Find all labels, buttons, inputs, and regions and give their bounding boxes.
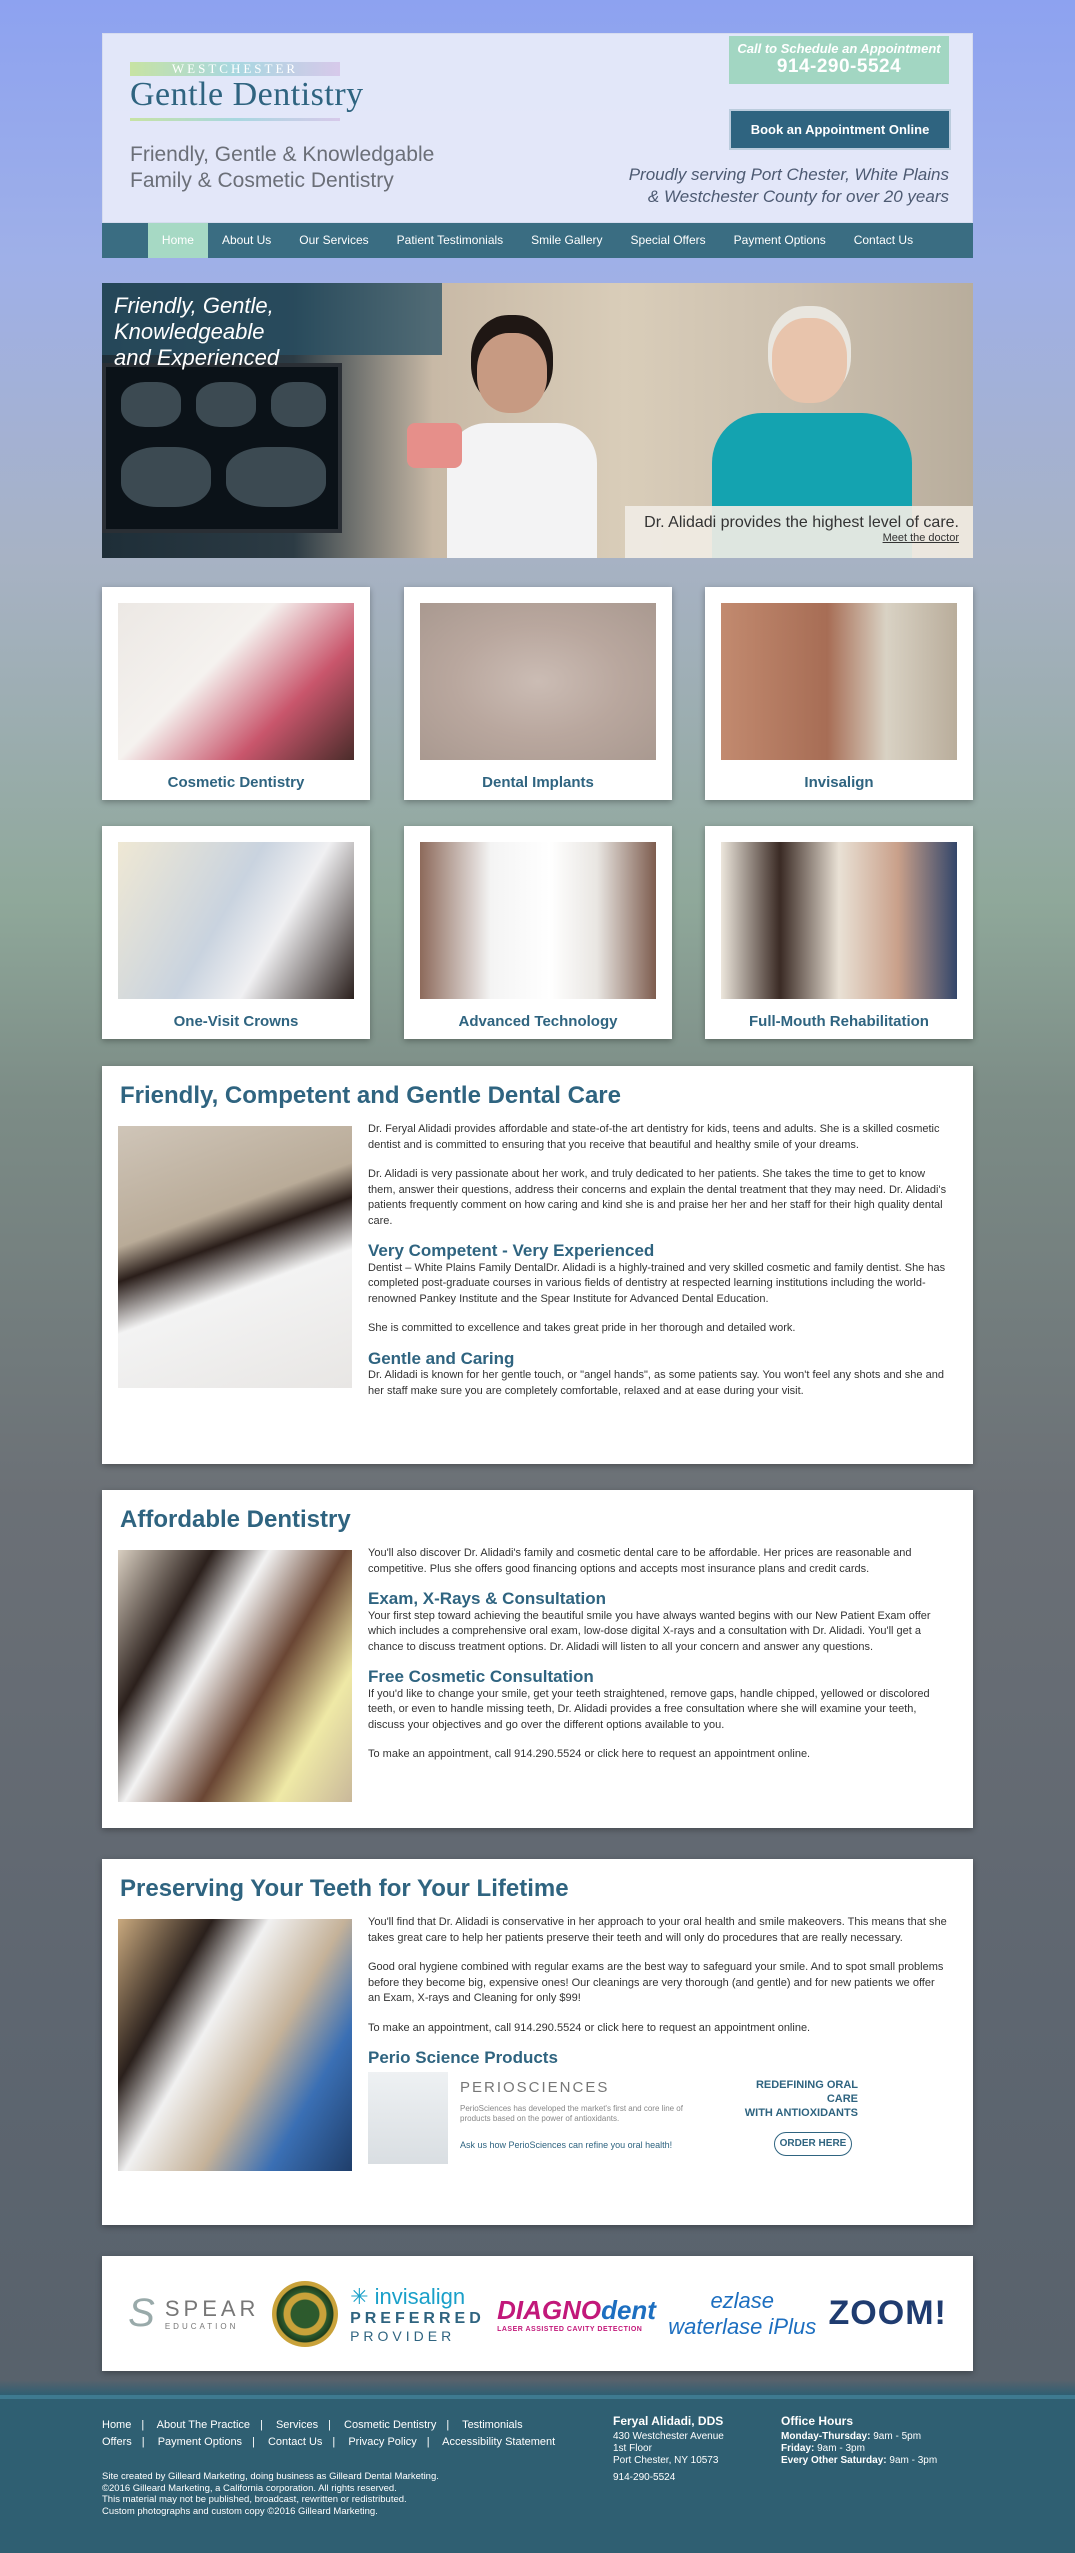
logo-top-text[interactable]: WESTCHESTER	[130, 62, 340, 76]
invisalign-logo[interactable]	[350, 2284, 485, 2344]
product-bottles-image	[368, 2072, 448, 2164]
footer-link-contact[interactable]: Contact Us	[267, 2436, 323, 2448]
copyright-line: This material may not be published, broadcast, rewritten or redistributed.	[102, 2494, 407, 2505]
footer-link-testimonials[interactable]: Testimonials	[462, 2419, 523, 2431]
periosciences-banner[interactable]	[368, 2072, 948, 2164]
section-title: Affordable Dentistry	[120, 1506, 351, 1533]
footer-link-services[interactable]: Services	[275, 2419, 319, 2431]
hours-day: Every Other Saturday:	[781, 2455, 887, 2466]
copyright-line: Site created by Gilleard Marketing, doing business as Gilleard Dental Marketing.	[102, 2471, 439, 2482]
site-header	[102, 33, 973, 223]
perio-ask: Ask us how PerioSciences can refine you oral health!	[460, 2139, 673, 2150]
footer-link-about[interactable]: About The Practice	[156, 2419, 251, 2431]
ezlase-text: ezlase	[710, 2287, 775, 2313]
xray-monitor-image	[102, 363, 342, 533]
footer-link-privacy[interactable]: Privacy Policy	[348, 2436, 417, 2448]
service-label: Advanced Technology	[458, 1013, 618, 1030]
zoom-logo[interactable]: ZOOM!	[828, 2294, 947, 2332]
hero-caption-line-2: and Experienced	[114, 345, 280, 370]
section-body	[368, 1122, 948, 1413]
serving-line-1: Proudly serving Port Chester, White Plains	[628, 165, 949, 184]
call-to-schedule-box[interactable]	[729, 36, 949, 84]
paragraph: Dentist – White Plains Family DentalDr. Alidadi is a highly-trained and very skilled cosmetic and family dentist. She has completed post-graduate courses in various fields of dentistry at respected learning institutions including the world-renowned Pankey Institute and the Spear Institute for Advanced Dental Education.	[368, 1261, 946, 1305]
nav-about-us[interactable]: About Us	[221, 233, 272, 247]
footer-phone[interactable]: 914-290-5524	[613, 2472, 676, 2483]
service-label: Cosmetic Dentistry	[167, 774, 305, 791]
hours-title: Office Hours	[781, 2414, 854, 2428]
section-gentle-care	[102, 1066, 973, 1464]
pankey-institute-seal-icon[interactable]	[272, 2281, 338, 2347]
perio-brand: PERIOSCIENCES	[460, 2078, 610, 2096]
doctor-portrait	[118, 1126, 352, 1388]
section-title: Friendly, Competent and Gentle Dental Care	[120, 1082, 621, 1109]
service-tile-technology[interactable]	[404, 826, 672, 1039]
tagline	[130, 142, 434, 194]
hours-day: Monday-Thursday:	[781, 2431, 871, 2442]
nav-payment-options[interactable]: Payment Options	[733, 233, 826, 247]
diagnodent-sub: LASER ASSISTED CAVITY DETECTION	[497, 2325, 643, 2333]
section-title: Preserving Your Teeth for Your Lifetime	[120, 1875, 569, 1902]
serving-line-2: & Westchester County for over 20 years	[647, 187, 949, 206]
diagno-text: DIAGNO	[497, 2294, 602, 2325]
paragraph: Good oral hygiene combined with regular exams are the best way to safeguard your smile. And to spot small problems before they become big, expensive ones! Our cleanings are very thorough (and gentle) and for new patients we offer an Exam, X-rays and Cleaning for only $99!	[368, 1961, 944, 2004]
hero-note-text: Dr. Alidadi provides the highest level of care.	[644, 514, 959, 531]
hours-day: Friday:	[781, 2443, 815, 2454]
service-tile-crowns[interactable]	[102, 826, 370, 1039]
logo-underline	[130, 118, 340, 121]
hero-caption-line-1: Friendly, Gentle, Knowledgeable	[114, 293, 274, 344]
paragraph: If you'd like to change your smile, get your teeth straightened, remove gaps, handle chipped, yellowed or discolored teeth, or even to handle missing teeth, Dr. Alidadi provides a free consultation where she will examine your teeth, discuss your objectives and go over the different options available to you.	[368, 1687, 930, 1731]
hero-note	[625, 506, 973, 558]
serving-area-text	[629, 164, 949, 208]
dental-model	[407, 423, 462, 468]
site-logo[interactable]: Gentle Dentistry	[130, 76, 364, 113]
perio-description: PerioSciences has developed the market's first and core line of products based on the power of antioxidants.	[460, 2103, 683, 2123]
subheading: Gentle and Caring	[368, 1348, 515, 1368]
main-nav	[102, 223, 973, 258]
nav-smile-gallery[interactable]: Smile Gallery	[531, 233, 603, 247]
copyright-line: Custom photographs and custom copy ©2016 Gilleard Marketing.	[102, 2505, 378, 2517]
spear-s-icon: S	[128, 2291, 159, 2335]
order-here-button[interactable]: ORDER HERE	[774, 2132, 852, 2156]
dent-text: dent	[601, 2294, 656, 2325]
subheading: Very Competent - Very Experienced	[368, 1241, 655, 1260]
meet-doctor-link[interactable]: Meet the doctor	[882, 532, 959, 544]
waterlase-text: waterlase iPlus	[668, 2313, 817, 2339]
copyright-line: ©2016 Gilleard Marketing, a California corporation. All rights reserved.	[102, 2482, 397, 2494]
service-image	[420, 603, 656, 760]
section-body	[368, 1546, 948, 1777]
footer-office-hours	[781, 2415, 937, 2467]
footer-link-accessibility[interactable]: Accessibility Statement	[442, 2436, 556, 2448]
section-affordable	[102, 1490, 973, 1828]
call-phone[interactable]: 914-290-5524	[776, 56, 902, 77]
book-appointment-button[interactable]: Book an Appointment Online	[731, 111, 949, 148]
service-label: Dental Implants	[482, 774, 594, 791]
hours-time: 9am - 3pm	[889, 2455, 938, 2466]
perio-redef-line-1: REDEFINING ORAL CARE	[755, 2078, 858, 2105]
footer-link-home[interactable]: Home	[102, 2419, 132, 2431]
service-tile-implants[interactable]	[404, 587, 672, 800]
nav-patient-testimonials[interactable]: Patient Testimonials	[396, 233, 504, 247]
invisalign-star-icon: ✳	[350, 2283, 369, 2309]
paragraph: She is committed to excellence and takes great pride in her thorough and detailed work.	[368, 1322, 796, 1334]
hero-caption	[102, 283, 442, 370]
section-preserving	[102, 1859, 973, 2225]
appointment-cta-text[interactable]: To make an appointment, call 914.290.5524 or click here to request an appointment online.	[368, 2021, 811, 2034]
address-line: Port Chester, NY 10573	[613, 2455, 719, 2466]
spear-sub-text: EDUCATION	[164, 2322, 239, 2331]
section-body	[368, 1915, 948, 2164]
hours-time: 9am - 5pm	[873, 2431, 922, 2442]
service-image	[721, 842, 957, 999]
paragraph: You'll find that Dr. Alidadi is conservative in her approach to your oral health and smile makeovers. This means that she takes great care to help her patients preserve their teeth and will only do procedures that are really necessary.	[368, 1916, 947, 1944]
footer-link-payment[interactable]: Payment Options	[157, 2436, 243, 2448]
paragraph: Your first step toward achieving the beautiful smile you have always wanted begins with our New Patient Exam offer which includes a comprehensive oral exam, low-dose digital X-rays and a consultation with Dr. Alidadi. You'll get a chance to discuss treatment options. Dr. Alidadi will listen to all your concern and answer any questions.	[368, 1609, 931, 1653]
service-tile-cosmetic[interactable]	[102, 587, 370, 800]
doctor-with-patient-photo	[118, 1919, 352, 2171]
nav-special-offers[interactable]: Special Offers	[630, 233, 706, 247]
hero-banner	[102, 283, 973, 558]
service-image	[118, 842, 354, 999]
service-label: One-Visit Crowns	[173, 1013, 299, 1030]
invisalign-preferred: PREFERRED	[350, 2309, 485, 2327]
diagnodent-logo[interactable]	[497, 2295, 656, 2333]
tagline-line-2: Family & Cosmetic Dentistry	[130, 169, 394, 192]
paragraph: Dr. Alidadi is very passionate about her work, and truly dedicated to her patients. She takes the time to get to know them, answer their questions, address their concerns and explain the dental treatment that they may need. Dr. Alidadi's patients frequently comment on how caring and kind she is and praise her her and her staff for their high quality dental care.	[368, 1168, 947, 1227]
site-footer	[0, 2395, 1075, 2553]
subheading: Perio Science Products	[368, 2048, 558, 2067]
waterlase-logo[interactable]	[668, 2288, 816, 2340]
service-image	[721, 603, 957, 760]
address-line: 430 Westchester Avenue	[613, 2431, 724, 2442]
partner-logos	[102, 2256, 973, 2371]
tagline-line-1: Friendly, Gentle & Knowledgable	[130, 143, 435, 166]
address-line: 1st Floor	[613, 2443, 652, 2454]
nav-our-services[interactable]: Our Services	[299, 233, 369, 247]
subheading: Exam, X-Rays & Consultation	[368, 1589, 607, 1608]
paragraph: Dr. Alidadi is known for her gentle touch, or "angel hands", as some patients say. You won't feel any shots and she and her staff make sure you are completely comfortable, relaxed and at ease during your visit.	[368, 1369, 944, 1397]
footer-link-cosmetic[interactable]: Cosmetic Dentistry	[344, 2419, 437, 2431]
service-tile-rehab[interactable]	[705, 826, 973, 1039]
nav-home[interactable]: Home	[148, 223, 208, 258]
call-label: Call to Schedule an Appointment	[737, 41, 941, 56]
spear-text: SPEAR	[164, 2296, 260, 2321]
paragraph: Dr. Feryal Alidadi provides affordable and state-of-the art dentistry for kids, teens and adults. She is a skilled cosmetic dentist and is committed to ensuring that you receive that beautiful and healthy smile of your dreams.	[368, 1123, 940, 1151]
service-label: Full-Mouth Rehabilitation	[749, 1013, 929, 1030]
perio-redef-line-2: WITH ANTIOXIDANTS	[744, 2106, 858, 2119]
footer-address	[613, 2415, 724, 2484]
invisalign-text: invisalign	[374, 2283, 466, 2309]
footer-link-offers[interactable]: Offers	[102, 2436, 132, 2448]
invisalign-provider: PROVIDER	[350, 2327, 456, 2344]
service-tile-invisalign[interactable]	[705, 587, 973, 800]
subheading: Free Cosmetic Consultation	[368, 1667, 594, 1686]
spear-education-logo[interactable]	[128, 2291, 259, 2336]
service-image	[118, 603, 354, 760]
service-label: Invisalign	[804, 774, 874, 791]
paragraph: You'll also discover Dr. Alidadi's family and cosmetic dental care to be affordable. Her prices are reasonable and competitive. Plus she offers good financing options and accepts most insurance plans and credit cards.	[368, 1547, 912, 1575]
footer-copyright	[102, 2471, 439, 2517]
nav-contact-us[interactable]: Contact Us	[853, 233, 914, 247]
doctor-with-patient-photo	[118, 1550, 352, 1802]
hours-time: 9am - 3pm	[817, 2443, 865, 2454]
perio-redefining	[728, 2078, 858, 2120]
appointment-cta-text[interactable]: To make an appointment, call 914.290.5524 or click here to request an appointment online.	[368, 1748, 811, 1760]
address-name: Feryal Alidadi, DDS	[613, 2414, 724, 2428]
footer-links: Home | About The Practice | Services | Cosmetic Dentistry | Testimonials Offers | Payment Options | Contact Us | Privacy Policy | Accessibility Statement	[102, 2419, 556, 2448]
service-image	[420, 842, 656, 999]
